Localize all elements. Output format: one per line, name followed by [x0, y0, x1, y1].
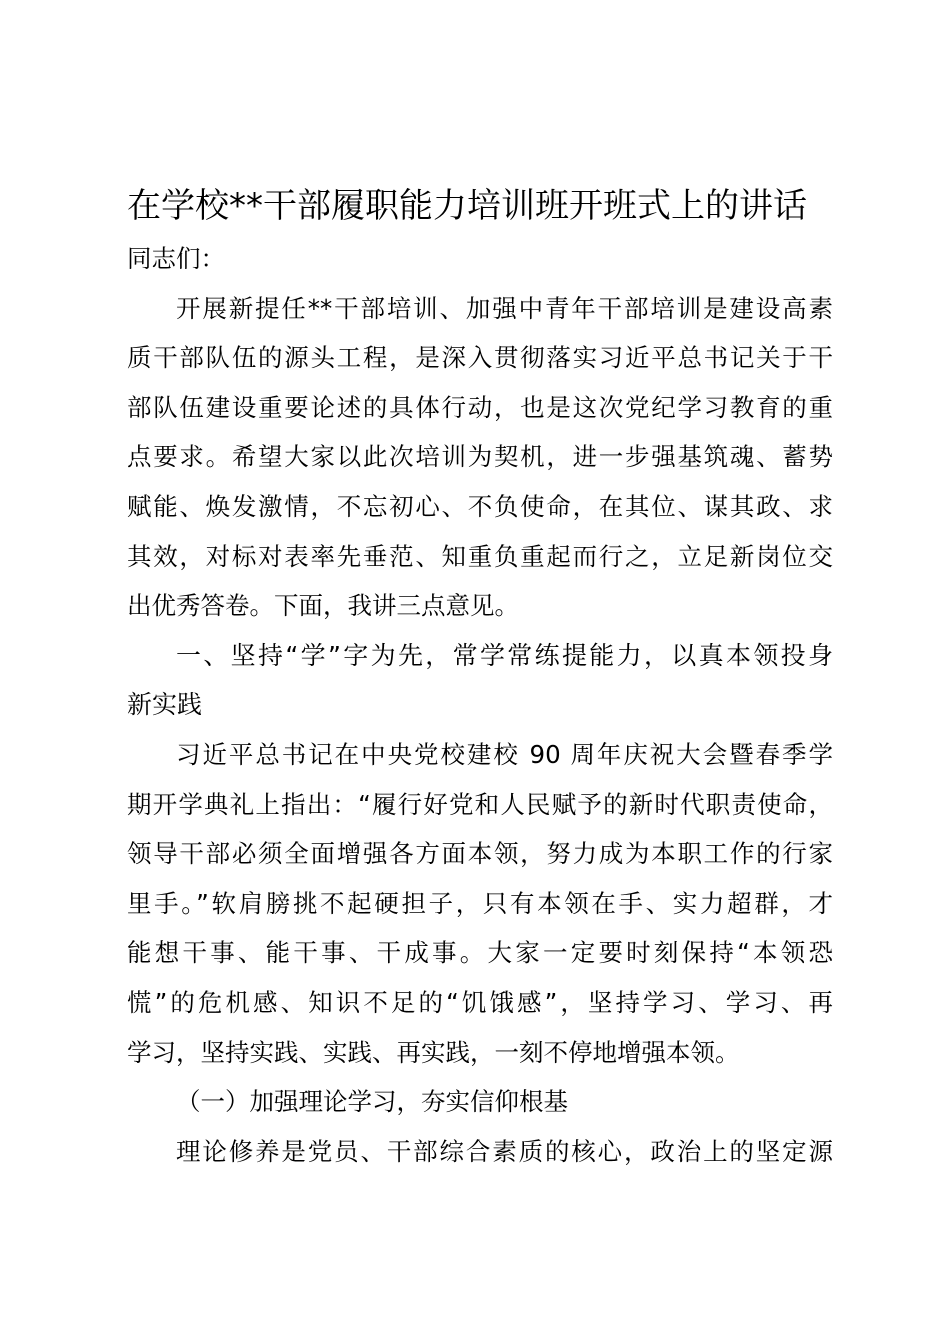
- paragraph-line: 理论修养是党员、干部综合素质的核心，政治上的坚定源: [176, 1136, 833, 1166]
- paragraph-line: 部队伍建设重要论述的具体行动，也是这次党纪学习教育的重: [127, 392, 833, 422]
- section-heading-line: 一、坚持“学”字为先，常学常练提能力，以真本领投身: [176, 640, 833, 670]
- paragraph-line: 出优秀答卷。下面，我讲三点意见。: [127, 591, 519, 621]
- paragraph-line: 其效，对标对表率先垂范、知重负重起而行之，立足新岗位交: [127, 541, 833, 571]
- section-heading-line: 新实践: [127, 690, 203, 720]
- paragraph-line: 赋能、焕发激情，不忘初心、不负使命，在其位、谋其政、求: [127, 491, 833, 521]
- paragraph-line: 期开学典礼上指出：“履行好党和人民赋予的新时代职责使命，: [127, 789, 833, 819]
- paragraph-line: 领导干部必须全面增强各方面本领，努力成为本职工作的行家: [127, 839, 833, 869]
- paragraph-line: 质干部队伍的源头工程，是深入贯彻落实习近平总书记关于干: [127, 343, 833, 373]
- paragraph-line: 习近平总书记在中央党校建校 90 周年庆祝大会暨春季学: [176, 739, 833, 769]
- salutation-line: 同志们：: [127, 244, 225, 273]
- paragraph-line: 点要求。希望大家以此次培训为契机，进一步强基筑魂、蓄势: [127, 442, 833, 472]
- document-body: [127, 234, 833, 1176]
- paragraph-line: 慌”的危机感、知识不足的“饥饿感”，坚持学习、学习、再: [127, 987, 833, 1017]
- paragraph-line: 里手。”软肩膀挑不起硬担子，只有本领在手、实力超群，才: [127, 888, 833, 918]
- subsection-heading-line: （一）加强理论学习，夯实信仰根基: [176, 1087, 568, 1117]
- paragraph-line: 开展新提任**干部培训、加强中青年干部培训是建设高素: [176, 293, 833, 323]
- paragraph-line: 能想干事、能干事、干成事。大家一定要时刻保持“本领恐: [127, 938, 833, 968]
- document-title: 在学校**干部履职能力培训班开班式上的讲话: [127, 186, 807, 226]
- paragraph-line: 学习，坚持实践、实践、再实践，一刻不停地增强本领。: [127, 1037, 740, 1067]
